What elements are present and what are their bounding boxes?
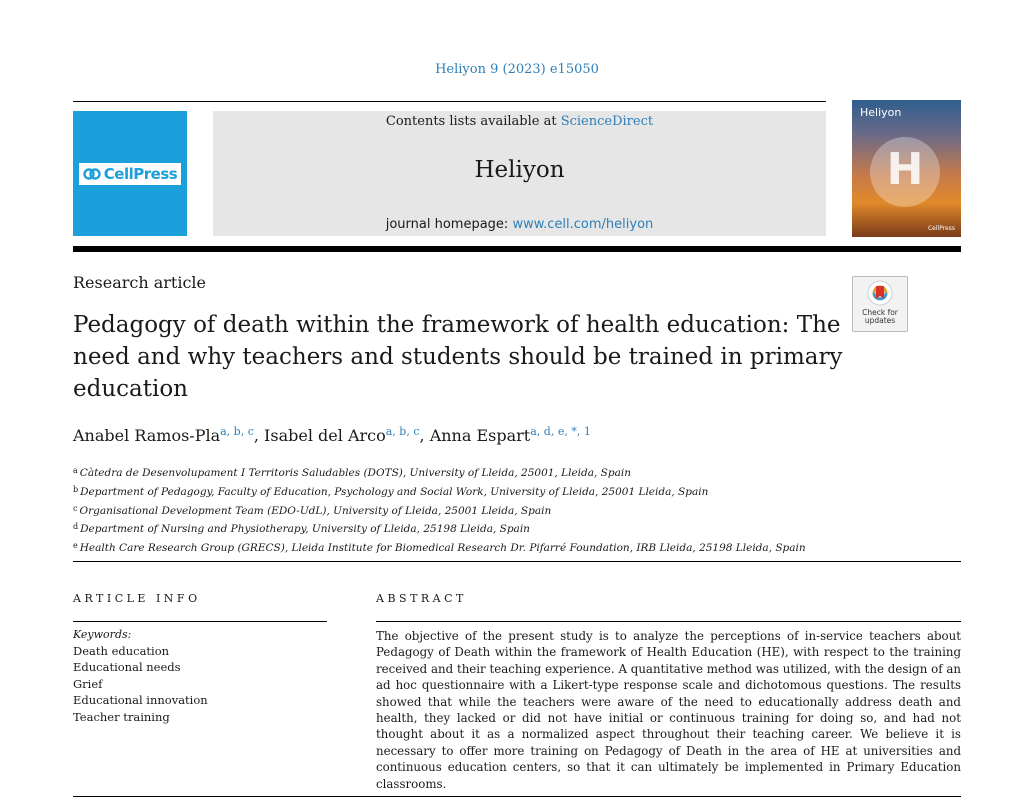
affiliation-text: Organisational Development Team (EDO-UdL), University of Lleida, 25001 Lleida, Spain xyxy=(79,504,552,517)
cover-letter: H xyxy=(886,144,924,195)
author-separator: , xyxy=(419,426,425,445)
affiliation-text: Càtedra de Desenvolupament I Territoris Saludables (DOTS), University of Lleida, 25001, Lleida, Spain xyxy=(79,467,631,479)
journal-citation[interactable]: Heliyon 9 (2023) e15050 xyxy=(435,62,599,77)
author-separator: , xyxy=(253,426,259,445)
top-rule xyxy=(73,101,826,102)
author-affiliation-marks[interactable]: a, b, c xyxy=(385,425,420,438)
affiliation-item xyxy=(73,538,806,557)
keywords-label: Keywords: xyxy=(73,628,132,641)
keyword-item: Educational needs xyxy=(73,660,181,675)
author-name[interactable]: Anna Espart xyxy=(429,426,531,445)
cellpress-logo[interactable] xyxy=(73,111,187,236)
abstract-heading: ABSTRACT xyxy=(376,592,467,605)
bottom-rule xyxy=(73,796,961,797)
article-info-rule xyxy=(73,621,327,622)
cellpress-chain-icon xyxy=(83,167,101,181)
cellpress-logo-text: CellPress xyxy=(103,165,178,183)
journal-cover[interactable] xyxy=(852,100,961,237)
affiliation-list xyxy=(73,463,806,557)
affiliation-item xyxy=(73,519,806,538)
article-info-heading: ARTICLE INFO xyxy=(73,592,201,605)
cover-title: Heliyon xyxy=(860,106,902,119)
homepage-prefix: journal homepage: xyxy=(385,217,509,232)
contents-line xyxy=(213,114,826,129)
cellpress-badge xyxy=(79,163,181,185)
affiliation-text: Department of Pedagogy, Faculty of Education, Psychology and Social Work, University of Lleida, 25001 Lleida, Spain xyxy=(80,485,709,498)
keyword-item: Death education xyxy=(73,644,170,658)
affiliation-key: b xyxy=(73,484,79,494)
author-list xyxy=(73,425,591,445)
check-for-updates-label: Check for updates xyxy=(862,308,898,325)
affiliation-item xyxy=(73,463,806,482)
homepage-link[interactable]: www.cell.com/heliyon xyxy=(512,217,654,232)
journal-title: Heliyon xyxy=(474,157,565,183)
author-name[interactable]: Isabel del Arco xyxy=(264,426,386,445)
keyword-item: Teacher training xyxy=(73,709,170,724)
keyword-item: Educational innovation xyxy=(73,693,208,708)
affiliation-item xyxy=(73,501,806,520)
affiliation-text: Department of Nursing and Physiotherapy, University of Lleida, 25198 Lleida, Spain xyxy=(80,523,530,536)
abstract-rule xyxy=(376,621,961,622)
contents-prefix: Contents lists available at xyxy=(385,114,557,129)
article-type: Research article xyxy=(73,273,207,292)
section-divider xyxy=(73,561,961,562)
journal-masthead xyxy=(213,111,826,236)
affiliation-key: c xyxy=(73,503,78,513)
abstract-text: The objective of the present study is to analyze the perceptions of in-service teachers about Pedagogy of Death within the framework of Health Education (HE), with respect to the training received and their teaching experience. A quantitative method was utilized, with the design of an ad hoc questionnaire with a Likert-type response scale and dichotomous questions. The results showed that while the teachers were aware of the need to educationally address death and health, they lacked or did not have initial or continuous training for doing so, and had not thought about it as a normalized aspect throughout their teaching career. We believe it is necessary to offer more training on Pedagogy of Death in the area of HE at universities and continuous education centers, so that it can ultimately be implemented in Primary Education classrooms. xyxy=(376,629,961,791)
article-title: Pedagogy of death within the framework of health education: The need and why teachers and students should be trained in primary education xyxy=(73,312,843,402)
sciencedirect-link[interactable]: ScienceDirect xyxy=(560,114,654,129)
affiliation-item xyxy=(73,482,806,501)
affiliation-text: Health Care Research Group (GRECS), Lleida Institute for Biomedical Research Dr. Pifarré Foundation, IRB Lleida, 25198 Lleida, Spain xyxy=(79,542,806,555)
author-affiliation-marks[interactable]: a, b, c xyxy=(220,425,254,438)
keywords-list xyxy=(73,643,208,725)
author-name[interactable]: Anabel Ramos-Pla xyxy=(73,426,221,445)
cover-publisher-logo: CellPress xyxy=(927,225,955,232)
author-affiliation-marks[interactable]: a, d, e, *, 1 xyxy=(530,425,591,438)
bookmark-icon xyxy=(867,280,893,308)
affiliation-key: d xyxy=(73,522,79,532)
affiliation-key: e xyxy=(73,541,78,551)
affiliation-key: a xyxy=(73,466,78,475)
check-for-updates-button[interactable] xyxy=(852,276,908,332)
header-divider xyxy=(73,246,961,252)
keyword-item: Grief xyxy=(73,676,103,691)
homepage-line xyxy=(213,217,826,232)
